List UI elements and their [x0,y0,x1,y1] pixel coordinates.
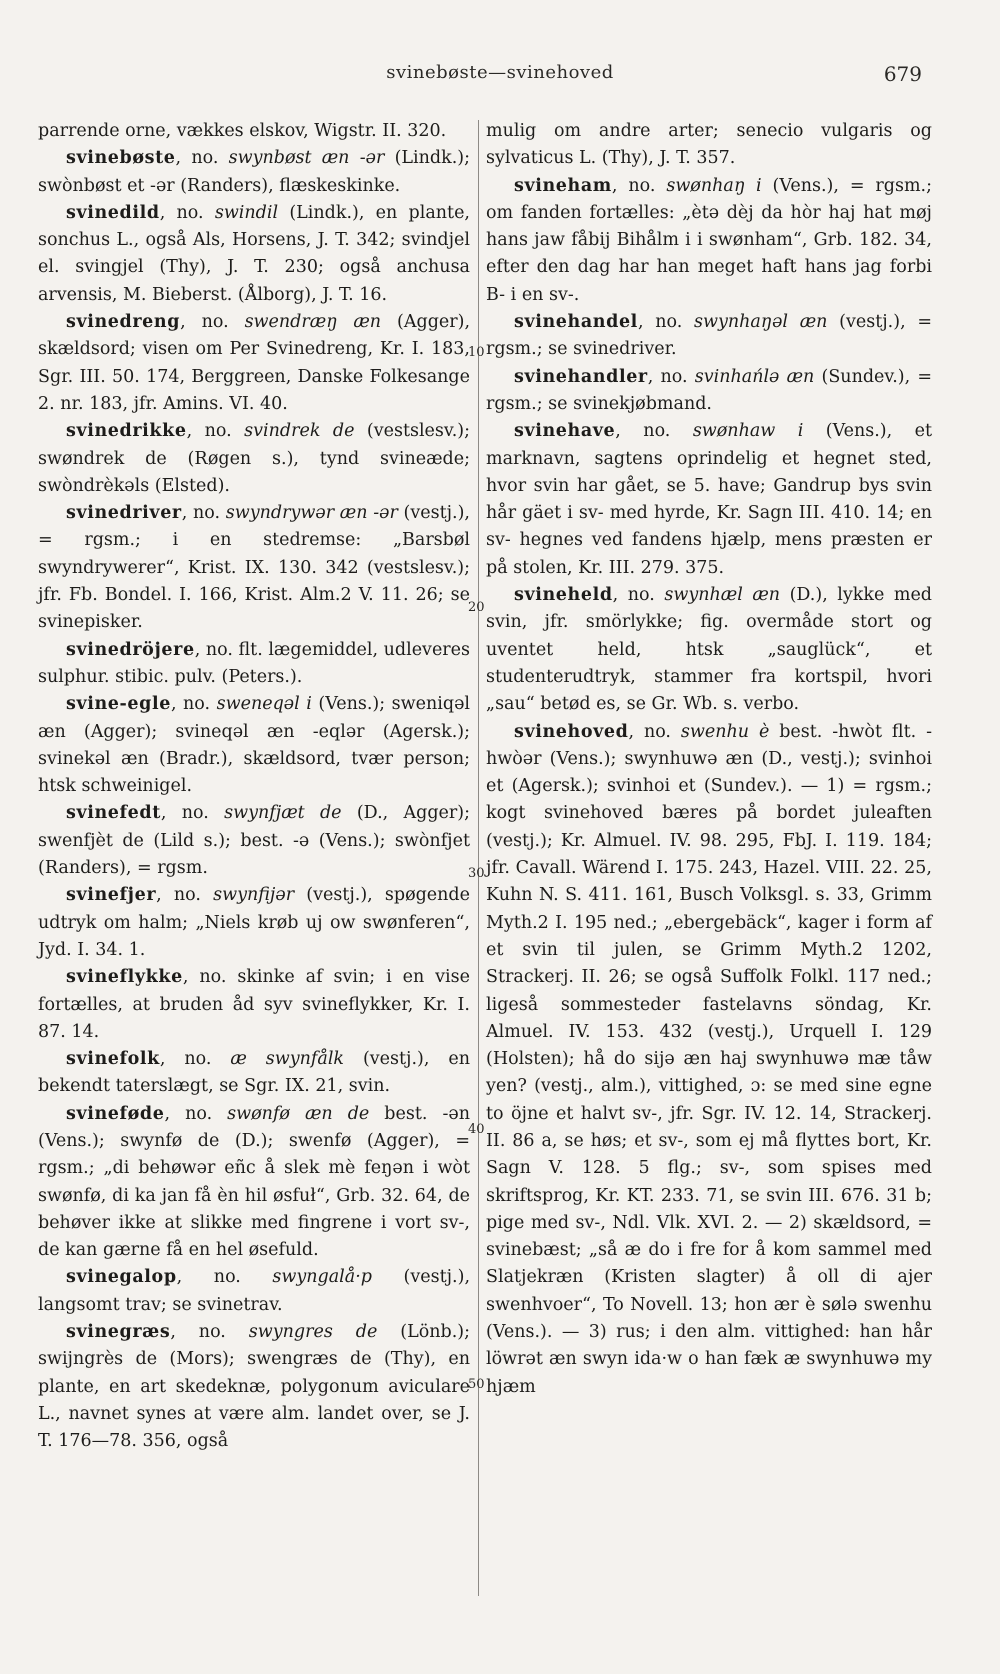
line-number-10: 10 [468,345,485,360]
entry-text: parrende orne, vækkes elskov, Wigstr. II. 320. [38,121,447,141]
dictionary-entry [486,309,932,364]
entry-text: (Vens.), et marknavn, sagtens oprindelig et hegnet sted, hvor svin har gået, se 5. have; Gandrup bys svin hår gäet i sv- med hyrde, Kr. Sagn III. 410. 14; en sv- hegnes ved fandens hjælp, mens præsten er på stolen, Kr. III. 279. 375. [486,421,933,578]
dictionary-entry [38,1046,470,1101]
line-number-30: 30 [468,866,485,881]
entry-text: (Sundev.), = rgsm.; se svinekjøbmand. [486,366,933,414]
headword: svinedrikke [66,421,187,442]
entry-text: (vestslesv.); swøndrek de (Røgen s.), tynd svineæde; swòndrèkəls (Elsted). [38,421,470,496]
phonetic-form: sweneqəl i [216,694,312,715]
phonetic-form: svinhańlə æn [694,366,815,387]
line-number-20: 20 [468,600,485,615]
headword: svine-egle [66,694,171,715]
entry-text: (Agger), skældsord; visen om Per Svinedreng, Kr. I. 183, Sgr. III. 50. 174, Berggreen, Danske Folkesange 2. nr. 183, jfr. Amins. VI. 40. [38,312,471,414]
entry-text: best. -hwòt flt. -hwòər (Vens.); swynhuwə æn (D., vestj.); svinhoi et (Agersk.); svinhoi et (Sundev.). — 1) = rgsm.; kogt svinehoved bæres på bordet juleaften (vestj.); Kr. Almuel. IV. 98. 295, FbJ. I. 119. 184; jfr. Cavall. Wärend I. 175. 243, Hazel. VIII. 22. 25, Kuhn N. S. 411. 161, Busch Volksgl. s. 33, Grimm Myth.2 I. 195 ned.; „ebergebäck“, kager i form af et svin til julen, se Grimm Myth.2 1202, Strackerj. II. 26; se også Suffolk Folkl. 117 ned.; ligeså sommesteder fastelavns söndag, Kr. Almuel. IV. 153. 432 (vestj.), Urquell I. 129 (Holsten); hå do sijə æn haj swynhuwə mæ tåw yen? (vestj., alm.), vittighed, ɔ: se med sine egne to öjne et halvt sv-, jfr. Sgr. IV. 12. 14, Strackerj. II. 86 a, se høs; et sv-, som ej må flyttes bort, Kr. Sagn V. 128. 5 flg.; sv-, som spises med skriftsprog, Kr. KT. 233. 71, se svin III. 676. 31 b; pige med sv-, Ndl. Vlk. XVI. 2. — 2) skældsord, = svinebæst; „så æ do i fre for å kom sammel med Slatjekræn (Kristen slagter) å oll di ajer swenhvoer“, To Novell. 13; hon ær è sølə swenhu (Vens.). — 3) rus; i den alm. vittighed: han hår löwrət æn swyn ida·w o han fæk æ swynhuwə my hjæm [486,721,932,1397]
phonetic-form: swendræŋ æn [244,312,382,333]
dictionary-entry [38,1101,470,1265]
phonetic-form: swynbøst æn -ər [228,148,385,169]
part-of-speech: , no. [160,803,225,824]
part-of-speech: , no. [175,148,229,169]
phonetic-form: svindrek de [244,421,355,442]
part-of-speech: , no. [180,312,245,333]
entry-text: flt. lægemiddel, udleveres sulphur. stibic. pulv. (Peters.). [38,639,471,687]
part-of-speech: , no. [637,312,694,333]
entry-text: (vestj.), = rgsm.; i en stedremse: „Barsbøl swyndrywerer“, Krist. IX. 130. 342 (vestslesv.); jfr. Fb. Bondel. I. 166, Krist. Alm.2 V. 11. 26; se svinepisker. [38,503,470,633]
headword: svinebøste [66,148,176,169]
page-header [0,62,1000,92]
entry-text: (vestj.), = rgsm.; se svinedriver. [486,312,933,360]
dictionary-entry [38,418,470,500]
phonetic-form: swyngres de [248,1322,378,1343]
phonetic-form: æ swynfålk [230,1049,345,1070]
headword: svineføde [66,1103,165,1124]
part-of-speech: , no. [612,585,665,606]
entry-text: (D., Agger); swenfjèt de (Lild s.); best. -ə (Vens.); swònfjet (Randers), = rgsm. [38,803,471,879]
headword: svinedröjere [66,639,195,660]
part-of-speech: , no. [156,885,214,906]
phonetic-form: swyndrywər æn -ər [225,503,398,524]
part-of-speech: , no. [170,1322,249,1343]
headword: svineham [514,175,612,196]
phonetic-form: swynhaŋəl æn [693,312,828,333]
part-of-speech: , no. [194,639,239,660]
part-of-speech: , no. [182,967,238,988]
dictionary-entry [38,309,470,418]
headword: svinedriver [66,503,182,524]
right-column [486,118,932,1401]
headword: svinefjer [66,885,157,906]
dictionary-entry [38,500,470,636]
line-number-50: 50 [468,1377,485,1392]
left-column [38,118,470,1456]
dictionary-entry [486,418,932,582]
dictionary-entry [38,691,470,800]
headword: svineheld [514,585,613,606]
part-of-speech: , no. [628,721,681,742]
entry-text: skinke af svin; i en vise fortælles, at bruden åd syv svineflykker, Kr. I. 87. 14. [38,967,470,1042]
dictionary-entry [486,719,932,1401]
entry-text: (vestj.), en bekendt taterslægt, se Sgr. IX. 21, svin. [38,1049,470,1097]
dictionary-entry [486,582,932,718]
phonetic-form: swyngalå·p [272,1267,372,1288]
part-of-speech: , no. [159,202,215,223]
part-of-speech: , no. [615,421,693,442]
phonetic-form: swønfø æn de [227,1103,370,1124]
entry-text: (Lindk.); swònbøst et -ər (Randers), flæskeskinke. [38,148,470,196]
dictionary-entry [38,882,470,964]
phonetic-form: swønhaw i [692,421,804,442]
entry-text: (Lindk.), en plante, sonchus L., også Als, Horsens, J. T. 342; svindjel el. svingjel (Thy), J. T. 230; også anchusa arvensis, M. Bieberst. (Ålborg), J. T. 16. [38,202,470,305]
headword: svinegalop [66,1267,177,1288]
headword: svineflykke [66,967,183,988]
dictionary-entry [38,1264,470,1319]
dictionary-entry [38,200,470,309]
dictionary-entry [38,1319,470,1455]
dictionary-entry [38,800,470,882]
phonetic-form: swønhaŋ i [666,175,762,196]
entry-text: mulig om andre arter; senecio vulgaris og sylvaticus L. (Thy), J. T. 357. [486,121,932,169]
page-number: 679 [883,62,922,86]
headword: svinehoved [514,721,629,742]
dictionary-entry [38,118,470,145]
part-of-speech: , no. [164,1103,228,1124]
entry-text: (Vens.); sweniqəl æn (Agger); svineqəl æn -eqlər (Agersk.); svinekəl æn (Bradr.), skældsord, tvær person; htsk schweinigel. [38,694,471,797]
dictionary-entry [486,118,932,173]
entry-text: (vestj.), spøgende udtryk om halm; „Niels krøb uj ow swønferen“, Jyd. I. 34. 1. [38,885,470,960]
phonetic-form: swenhu è [680,721,770,742]
entry-text: (D.), lykke med svin, jfr. smörlykke; fig. overmåde stort og uventet held, htsk „sauglück“, et studenterudtryk, stammer fra kortspil, hvori „sau“ betød es, se Gr. Wb. s. verbo. [486,585,933,715]
column-divider [478,120,479,1596]
part-of-speech: , no. [170,694,217,715]
phonetic-form: swynhæl æn [664,585,781,606]
part-of-speech: , no. [176,1267,273,1288]
phonetic-form: swindil [214,202,279,223]
part-of-speech: , no. [647,366,695,387]
entry-text: best. -ən (Vens.); swynfø de (D.); swenfø (Agger), = rgsm.; „di behøwər eñc å slek mè feŋən i wòt swønfø, di ka jan få èn hil øsfuł“, Grb. 32. 64, de behøver ikke at slikke med fingrene i vort sv-, de kan gærne få en hel øsefuld. [38,1103,470,1261]
headword: svinehave [514,421,616,442]
entry-text: (vestj.), langsomt trav; se svinetrav. [38,1267,471,1315]
headword: svinedild [66,202,160,223]
headword: svinehandler [514,366,648,387]
part-of-speech: , no. [181,503,226,524]
headword: svinefolk [66,1049,160,1070]
phonetic-form: swynfijər [213,885,295,906]
part-of-speech: , no. [611,175,667,196]
running-head: svinebøste—svinehoved [386,62,614,83]
phonetic-form: swynfjæt de [224,803,342,824]
dictionary-entry [38,145,470,200]
headword: svinehandel [514,312,638,333]
entry-text: (Lönb.); swijngrès de (Mors); swengræs de (Thy), en plante, en art skedeknæ, polygonum aviculare L., navnet synes at være alm. landet over, se J. T. 176—78. 356, også [38,1322,470,1452]
line-number-40: 40 [468,1122,485,1137]
headword: svinegræs [66,1322,171,1343]
headword: svinedreng [66,312,181,333]
headword: svinefedt [66,803,161,824]
dictionary-entry [486,173,932,309]
entry-text: (Vens.), = rgsm.; om fanden fortælles: „ètə dèj da hòr haj hat møj hans jaw fåbij Bihålm i i swønham“, Grb. 182. 34, efter den dag har han meget haft hans jag forbi B- i en sv-. [486,175,932,305]
part-of-speech: , no. [159,1049,231,1070]
dictionary-entry [38,637,470,692]
dictionary-entry [486,364,932,419]
part-of-speech: , no. [186,421,245,442]
dictionary-entry [38,964,470,1046]
